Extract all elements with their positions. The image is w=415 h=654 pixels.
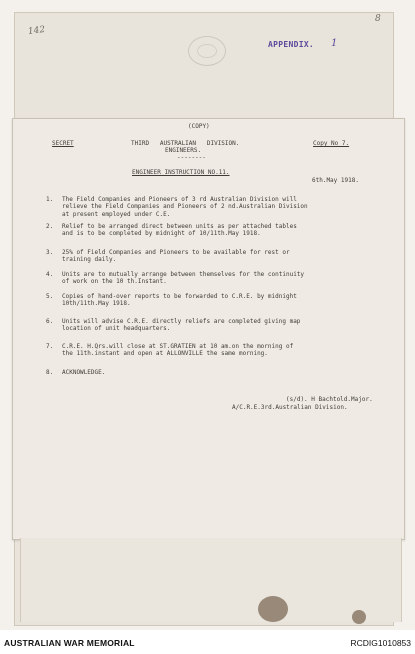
paragraph-number: 8. <box>46 369 54 376</box>
paragraph-text: The Field Companies and Pioneers of 3 rd Australian Division will relieve the Field Companies and Pioneers of 2 nd.Australian Division at present employed under C.E. <box>62 196 308 218</box>
paragraph-number: 1. <box>46 196 54 203</box>
unit-heading: ENGINEERS. <box>165 147 202 154</box>
paragraph-text: Relief to be arranged direct between units as per attached tables and is to be completed by midnight of 10/11th.May 1918. <box>62 223 297 238</box>
appendix-number: 1 <box>331 38 338 49</box>
paragraph-text: Units are to mutually arrange between themselves for the continuity of work on the 10 th.Instant. <box>62 271 305 286</box>
paper-stain <box>352 610 366 624</box>
paragraph-text: 25% of Field Companies and Pioneers to be available for rest or training daily. <box>62 249 290 264</box>
embossed-seal-icon <box>188 36 226 66</box>
instruction-title: ENGINEER INSTRUCTION NO.11. <box>132 169 230 176</box>
paper-stain <box>258 596 288 622</box>
corner-mark: 8 <box>375 14 381 24</box>
institution-name: AUSTRALIAN WAR MEMORIAL <box>4 638 135 648</box>
archive-footer <box>0 630 415 654</box>
record-id: RCDIG1010853 <box>350 638 411 648</box>
copy-number: Copy No 7. <box>313 140 350 147</box>
signatory-title: A/C.R.E.3rd.Australian Division. <box>232 404 348 411</box>
paragraph-number: 4. <box>46 271 54 278</box>
appendix-stamp: APPENDIX. <box>268 40 315 49</box>
paragraph-number: 2. <box>46 223 54 230</box>
paragraph-text: C.R.E. H.Qrs.will close at ST.GRATIEN at 10 am.on the morning of the 11th.instant and open at ALLONVILLE the same morning. <box>62 343 294 358</box>
signature-line: (s/d). H Bachtold.Major. <box>286 396 373 403</box>
heading-separator: -------- <box>177 154 206 161</box>
folio-number: 142 <box>27 24 46 38</box>
division-heading: THIRD AUSTRALIAN DIVISION. <box>131 140 240 147</box>
classification-label: SECRET <box>52 140 74 147</box>
paragraph-text: Copies of hand-over reports to be forwarded to C.R.E. by midnight 10th/11th.May 1918. <box>62 293 297 308</box>
document-date: 6th.May 1918. <box>312 177 359 184</box>
paragraph-number: 3. <box>46 249 54 256</box>
paragraph-number: 5. <box>46 293 54 300</box>
paragraph-text: Units will advise C.R.E. directly reliefs are completed giving map location of unit headquarters. <box>62 318 301 333</box>
copy-header: (COPY) <box>188 123 210 130</box>
paragraph-number: 7. <box>46 343 54 350</box>
paragraph-number: 6. <box>46 318 54 325</box>
tail-sheet <box>20 538 402 622</box>
paragraph-text: ACKNOWLEDGE. <box>62 369 106 376</box>
